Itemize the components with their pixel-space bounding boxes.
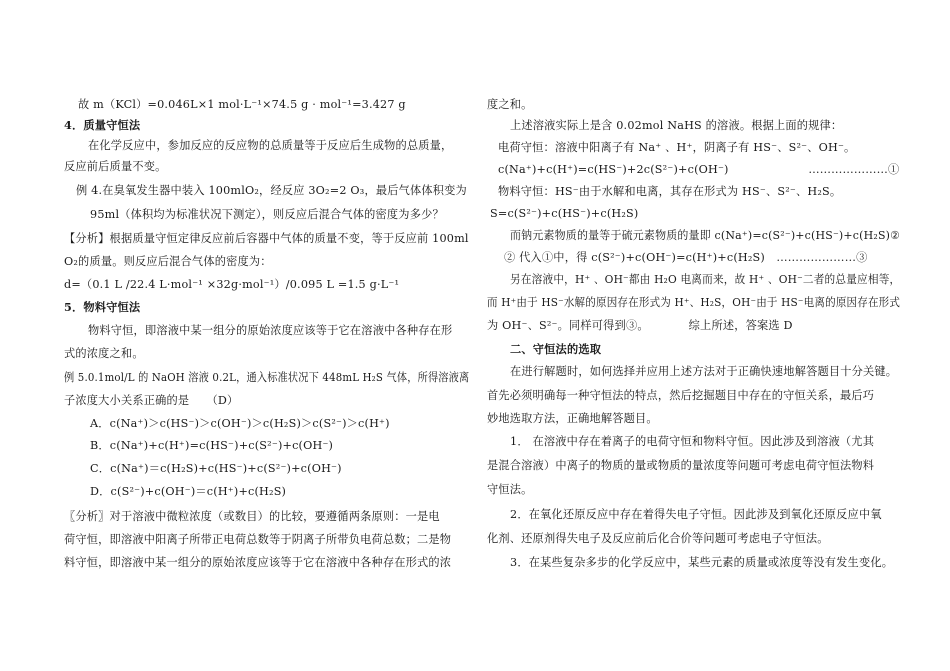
- section-4-heading: 4．质量守恒法: [64, 118, 141, 132]
- option-a: A．c(Na⁺)＞c(HS⁻)＞c(OH⁻)＞c(H₂S)＞c(S²⁻)＞c(H⁺): [90, 417, 390, 430]
- charge-equation-1: c(Na⁺)+c(H⁺)=c(HS⁻)+2c(S²⁻)+c(OH⁻) …………………①: [498, 163, 900, 176]
- analysis-4-line-2: O₂的质量。则反应后混合气体的密度为：: [64, 255, 272, 268]
- sulfur-balance: S=c(S²⁻)+c(HS⁻)+c(H₂S): [490, 207, 639, 220]
- selection-text-3: 妙地选取方法，正确地解答题目。: [487, 412, 658, 425]
- example-4-line-2: 95ml（体积均为标准状况下测定），则反应后混合气体的密度为多少？: [90, 208, 444, 221]
- proton-text-1: 另在溶液中，H⁺ 、OH⁻都由 H₂O 电离而来，故 H⁺ 、OH⁻二者的总量应相等，: [510, 273, 901, 286]
- option-c: C．c(Na⁺)＝c(H₂S)+c(HS⁻)+c(S²⁻)+c(OH⁻): [90, 462, 342, 475]
- left-line-kcl-mass: 故 m（KCl）=0.046L×1 mol·L⁻¹×74.5 g · mol⁻¹=3.427 g: [78, 98, 406, 111]
- conclusion-answer: 为 OH⁻、S²⁻。同样可得到③。 综上所述，答案选 D: [487, 319, 793, 332]
- point-2-line-1: 2．在氧化还原反应中存在着得失电子守恒。因此涉及到氧化还原反应中氧: [510, 508, 882, 521]
- option-b: B．c(Na⁺)+c(H⁺)=c(HS⁻)+c(S²⁻)+c(OH⁻): [90, 439, 334, 452]
- analysis-5-line-3: 料守恒，即溶液中某一组分的原始浓度应该等于它在溶液中各种存在形式的浓: [64, 556, 452, 569]
- point-1-line-2: 是混合溶液）中离子的物质的量或物质的量浓度等问题可考虑电荷守恒法物料: [487, 459, 875, 472]
- analysis-5-line-2: 荷守恒，即溶液中阳离子所带正电荷总数等于阴离子所带负电荷总数；二是物: [64, 533, 452, 546]
- substitution-equation-3: ② 代入①中，得 c(S²⁻)+c(OH⁻)=c(H⁺)+c(H₂S) …………………③: [504, 251, 868, 264]
- section-5-text-1: 物料守恒，即溶液中某一组分的原始浓度应该等于它在溶液中各种存在形: [88, 324, 453, 337]
- analysis-4-line-1: 【分析】根据质量守恒定律反应前后容器中气体的质量不变，等于反应前 100ml: [64, 232, 469, 245]
- point-3-line-1: 3．在某些复杂多步的化学反应中，某些元素的质量或浓度等没有发生变化。: [510, 556, 894, 569]
- charge-conservation-text: 电荷守恒：溶液中阳离子有 Na⁺ 、H⁺，阴离子有 HS⁻、S²⁻、OH⁻。: [498, 141, 856, 154]
- example-5-line-2: 子浓度大小关系正确的是 （D）: [64, 394, 239, 407]
- example-4-line-1: 例 4.在臭氧发生器中装入 100mlO₂，经反应 3O₂=2 O₃，最后气体体积变为: [76, 184, 467, 197]
- analysis-4-formula: d=（0.1 L /22.4 L·mol⁻¹ ×32g·mol⁻¹）/0.095 L =1.5 g·L⁻¹: [64, 278, 400, 291]
- point-1-line-3: 守恒法。: [487, 483, 533, 496]
- selection-text-2: 首先必须明确每一种守恒法的特点，然后挖掘题目中存在的守恒关系，最后巧: [487, 389, 875, 402]
- proton-text-2: 而 H⁺由于 HS⁻水解的原因存在形式为 H⁺、H₂S，OH⁻由于 HS⁻电离的原因存在形式: [487, 296, 901, 309]
- section-4-text-1: 在化学反应中，参加反应的反应物的总质量等于反应后生成物的总质量，: [88, 139, 453, 152]
- point-1-line-1: 1． 在溶液中存在着离子的电荷守恒和物料守恒。因此涉及到溶液（尤其: [510, 435, 875, 448]
- option-d: D．c(S²⁻)+c(OH⁻)＝c(H⁺)+c(H₂S): [90, 485, 287, 498]
- selection-text-1: 在进行解题时，如何选择并应用上述方法对于正确快速地解答题目十分关键。: [510, 365, 898, 378]
- section-2-heading: 二、守恒法的选取: [510, 342, 602, 356]
- section-4-text-2: 反应前后质量不变。: [64, 160, 167, 173]
- sodium-equation-2: 而钠元素物质的量等于硫元素物质的量即 c(Na⁺)=c(S²⁻)+c(HS⁻)+c(H₂S)②: [510, 229, 901, 242]
- example-5-line-1: 例 5.0.1mol/L 的 NaOH 溶液 0.2L，通入标准状况下 448mL H₂S 气体，所得溶液离: [64, 371, 470, 384]
- section-5-text-2: 式的浓度之和。: [64, 347, 144, 360]
- right-continuation: 度之和。: [487, 98, 533, 111]
- material-conservation-text: 物料守恒：HS⁻由于水解和电离，其存在形式为 HS⁻、S²⁻、H₂S。: [498, 185, 842, 198]
- point-2-line-2: 化剂、还原剂得失电子及反应前后化合价等问题可考虑电子守恒法。: [487, 532, 829, 545]
- analysis-5-line-1: 〖分析〗对于溶液中微粒浓度（或数目）的比较，要遵循两条原则：一是电: [64, 510, 440, 523]
- nahs-statement: 上述溶液实际上是含 0.02mol NaHS 的溶液。根据上面的规律：: [510, 119, 843, 132]
- section-5-heading: 5．物料守恒法: [64, 300, 141, 314]
